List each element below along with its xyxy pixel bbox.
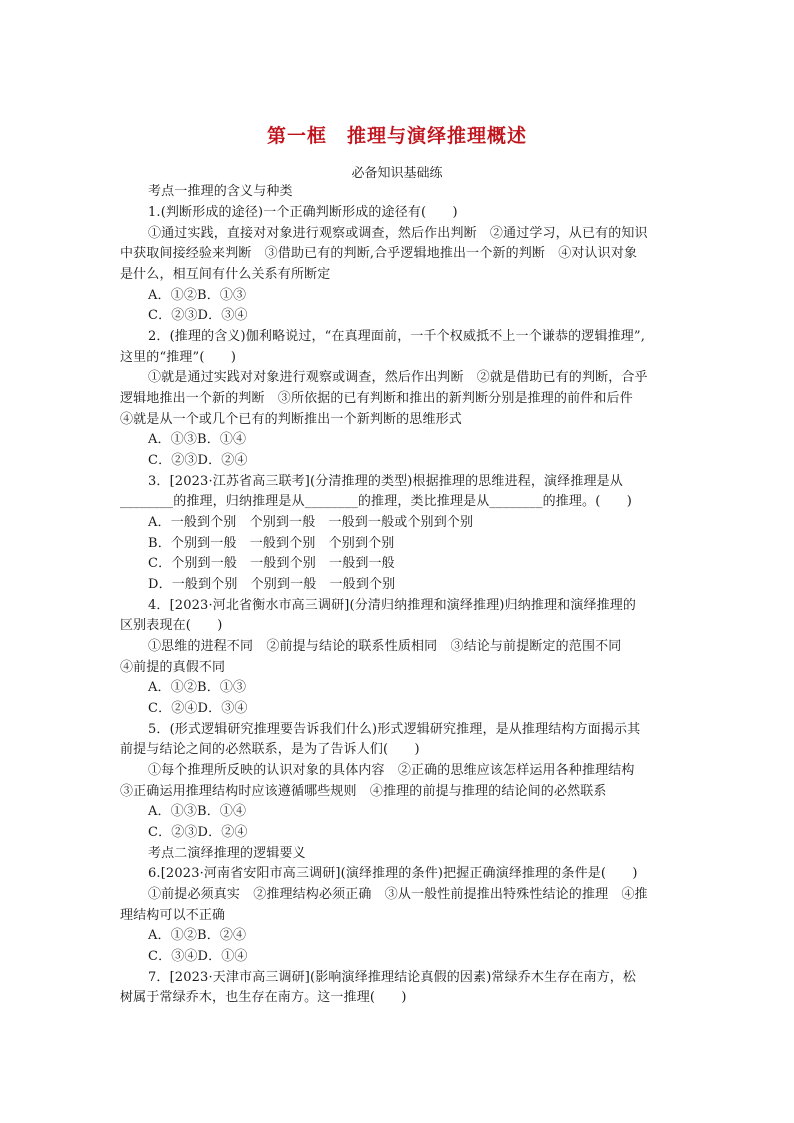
question-5-stem-cont: 前提与结论之间的必然联系，是为了告诉人们( ) [120, 742, 420, 757]
question-2-options-cd: C．②③D．②④ [148, 453, 248, 468]
section-heading-1: 考点一推理的含义与种类 [148, 184, 293, 199]
question-4-options-cd: C．②④D．③④ [148, 701, 248, 716]
section-subtitle: 必备知识基础练 [351, 166, 443, 181]
question-5-options-ab: A．①③B．①④ [148, 804, 247, 819]
question-4-stem-cont: 区别表现在( ) [120, 618, 223, 633]
question-6-statements-cont: 理结构可以不正确 [120, 908, 226, 923]
question-3-option-a: A．一般到个别 个别到一般 一般到一般或个别到个别 [148, 515, 474, 530]
question-4-options-ab: A．①②B．①③ [148, 680, 247, 695]
question-6-options-ab: A．①②B．②④ [148, 928, 247, 943]
question-5-stem: 5．(形式逻辑研究推理要告诉我们什么)形式逻辑研究推理，是从推理结构方面揭示其 [148, 722, 641, 737]
question-3-stem: 3．[2023·江苏省高三联考](分清推理的类型)根据推理的思维进程，演绎推理是从 [148, 474, 623, 489]
question-2-statements-cont: 逻辑地推出一个新的判断 ③所依据的已有判断和推出的新判断分别是推理的前件和后件 [120, 391, 633, 406]
question-3-stem-cont: ________的推理，归纳推理是从________的推理，类比推理是从________的推理。( ) [120, 494, 632, 509]
question-1-options-ab: A．①②B．①③ [148, 288, 247, 303]
question-4-statements-cont: ④前提的真假不同 [120, 660, 226, 675]
question-7-stem-cont: 树属于常绿乔木，也生存在南方。这一推理( ) [120, 990, 407, 1005]
question-2-statements: ①就是通过实践对对象进行观察或调查，然后作出判断 ②就是借助已有的判断，合乎 [148, 370, 648, 385]
question-5-options-cd: C．②③D．②④ [148, 825, 248, 840]
question-4-statements: ①思维的进程不同 ②前提与结论的联系性质相同 ③结论与前提断定的范围不同 [148, 639, 622, 654]
page-title: 第一框 推理与演绎推理概述 [266, 125, 527, 147]
question-2-options-ab: A．①③B．①④ [148, 432, 247, 447]
question-6-statements: ①前提必须真实 ②推理结构必须正确 ③从一般性前提推出特殊性结论的推理 ④推 [148, 887, 648, 902]
question-2-stem-cont: 这里的“推理”( ) [120, 350, 237, 365]
question-3-option-b: B．个别到一般 一般到个别 个别到个别 [148, 536, 395, 551]
question-3-option-d: D．一般到个别 个别到一般 一般到个别 [148, 577, 396, 592]
section-heading-2: 考点二演绎推理的逻辑要义 [148, 846, 306, 861]
question-3-option-c: C．个别到一般 一般到个别 一般到一般 [148, 556, 395, 571]
question-1-options-cd: C．②③D．③④ [148, 308, 248, 323]
question-6-options-cd: C．③④D．①④ [148, 949, 248, 964]
question-1-statements-cont: 是什么，相互间有什么关系有所断定 [120, 267, 331, 282]
question-1-statements-cont: 中获取间接经验来判断 ③借助已有的判断,合乎逻辑地推出一个新的判断 ④对认识对象 [120, 246, 638, 261]
question-5-statements-cont: ③正确运用推理结构时应该遵循哪些规则 ④推理的前提与推理的结论间的必然联系 [120, 784, 607, 799]
question-1-statements: ①通过实践，直接对对象进行观察或调查，然后作出判断 ②通过学习，从已有的知识 [148, 226, 648, 241]
question-1-stem: 1.(判断形成的途径)一个正确判断形成的途径有( ) [148, 205, 458, 220]
question-4-stem: 4．[2023·河北省衡水市高三调研](分清归纳推理和演绎推理)归纳推理和演绎推理的 [148, 598, 637, 613]
question-5-statements: ①每个推理所反映的认识对象的具体内容 ②正确的思维应该怎样运用各种推理结构 [148, 763, 635, 778]
question-7-stem: 7．[2023·天津市高三调研](影响演绎推理结论真假的因素)常绿乔木生存在南方，松 [148, 970, 637, 985]
question-2-stem: 2．(推理的含义)伽利略说过，“在真理面前，一千个权威抵不上一个谦恭的逻辑推理”, [148, 329, 645, 344]
question-2-statements-cont: ④就是从一个或几个已有的判断推出一个新判断的思维形式 [120, 412, 462, 427]
question-6-stem: 6.[2023·河南省安阳市高三调研](演绎推理的条件)把握正确演绎推理的条件是( ) [148, 866, 638, 881]
